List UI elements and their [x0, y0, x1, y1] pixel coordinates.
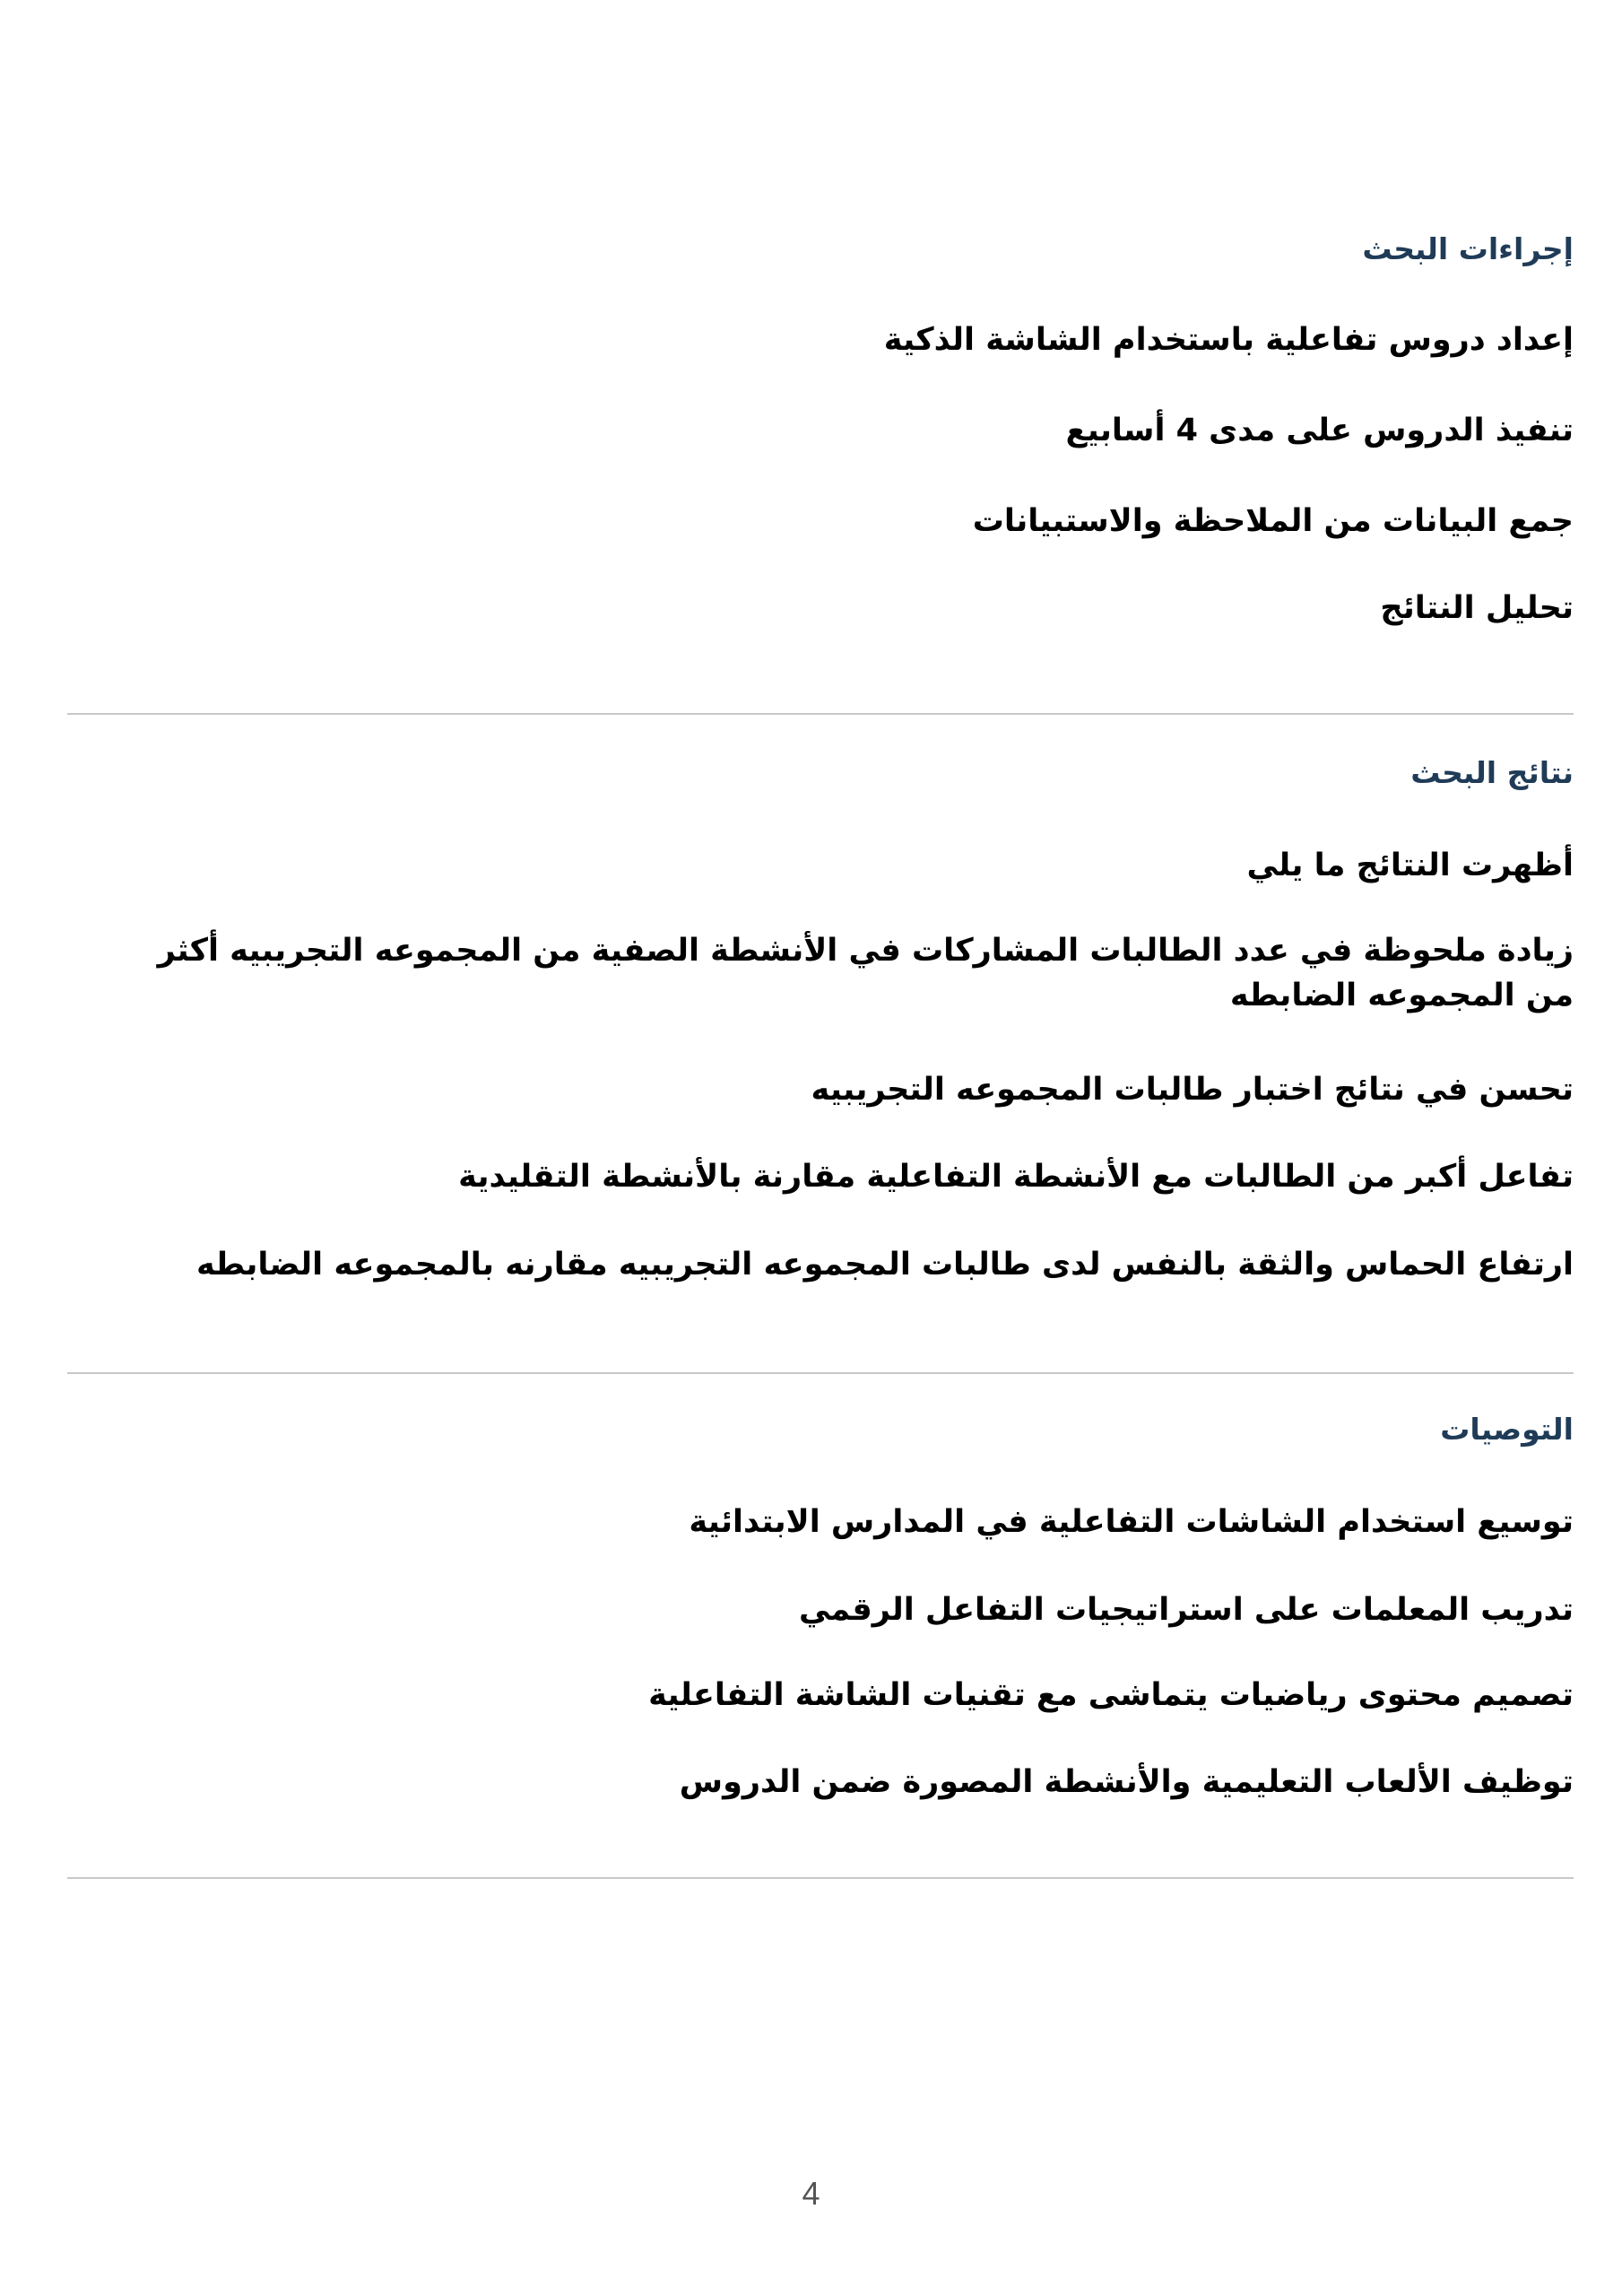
- section-heading-procedures: إجراءات البحث: [1362, 231, 1574, 266]
- section-divider: [67, 1372, 1574, 1374]
- result-item: ارتفاع الحماس والثقة بالنفس لدى طالبات المجموعه التجريبيه مقارنه بالمجموعه الضابطه: [195, 1247, 1574, 1283]
- result-item: تفاعل أكبر من الطالبات مع الأنشطة التفاعلية مقارنة بالأنشطة التقليدية: [458, 1159, 1574, 1195]
- procedure-item: إعداد دروس تفاعلية باستخدام الشاشة الذكية: [883, 322, 1574, 358]
- section-heading-recommendations: التوصيات: [1440, 1412, 1574, 1447]
- recommendation-item: توظيف الألعاب التعليمية والأنشطة المصورة ضمن الدروس: [679, 1764, 1574, 1800]
- section-divider: [67, 713, 1574, 715]
- section-divider: [67, 1877, 1574, 1879]
- recommendation-item: تدريب المعلمات على استراتيجيات التفاعل الرقمي: [799, 1592, 1574, 1628]
- recommendation-item: توسيع استخدام الشاشات التفاعلية في المدارس الابتدائية: [689, 1504, 1574, 1540]
- procedure-item: جمع البيانات من الملاحظة والاستبيانات: [972, 503, 1574, 539]
- page-number: 4: [802, 2175, 820, 2212]
- procedure-item: تحليل النتائج: [1380, 590, 1574, 626]
- procedure-item: تنفيذ الدروس على مدى 4 أسابيع: [1065, 413, 1574, 448]
- result-item: أظهرت النتائج ما يلي: [1246, 848, 1574, 883]
- document-page: [67, 0, 1574, 2296]
- section-heading-results: نتائج البحث: [1410, 755, 1574, 790]
- result-item: زيادة ملحوظة في عدد الطالبات المشاركات في الأنشطة الصفية من المجموعه التجريبيه أكثر من المجموعه الضابطه: [157, 933, 1574, 1013]
- result-item: تحسن في نتائج اختبار طالبات المجموعه التجريبيه: [811, 1072, 1574, 1108]
- recommendation-item: تصميم محتوى رياضيات يتماشى مع تقنيات الشاشة التفاعلية: [648, 1677, 1574, 1713]
